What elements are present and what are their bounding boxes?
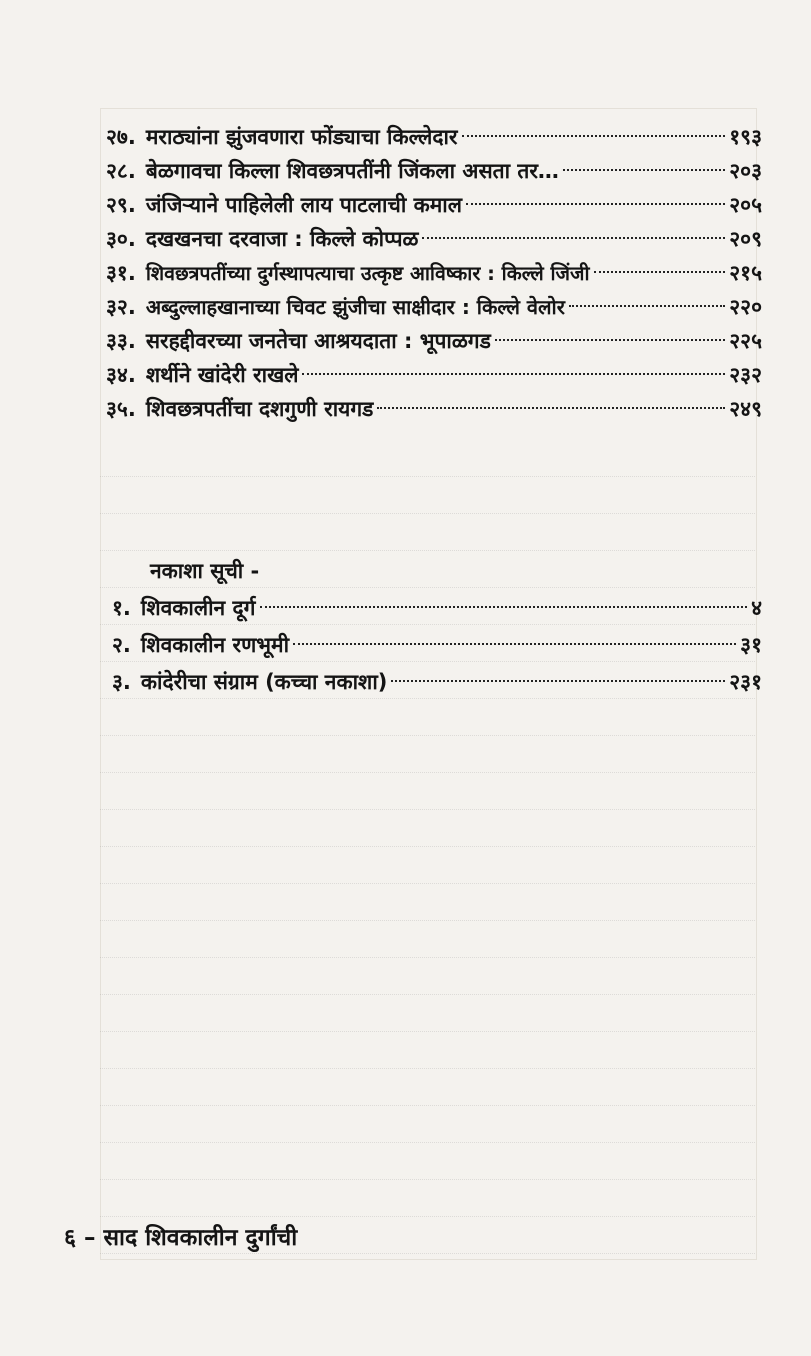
entry-number: २८. — [106, 159, 136, 183]
entry-number: ३. — [112, 670, 131, 694]
entry-page: २४९ — [729, 397, 762, 421]
toc-entry — [106, 256, 762, 290]
entry-page: २२० — [729, 295, 762, 319]
leader-dots — [569, 305, 725, 307]
leader-dots — [563, 169, 725, 171]
toc-entry — [106, 358, 762, 392]
entry-page: २१५ — [729, 261, 762, 285]
entry-number: ३३. — [106, 329, 136, 353]
map-entry — [106, 664, 762, 701]
entry-number: २७. — [106, 125, 136, 149]
toc-entry — [106, 120, 762, 154]
toc-entry — [106, 154, 762, 188]
entry-title: कांदेरीचा संग्राम (कच्चा नकाशा) — [140, 670, 388, 694]
toc-entry — [106, 290, 762, 324]
entry-number: २. — [112, 633, 131, 657]
page-footer: ६ – साद शिवकालीन दुर्गांची — [64, 1225, 298, 1251]
entry-page: २३१ — [729, 670, 762, 694]
leader-dots — [302, 373, 725, 375]
map-index-heading: नकाशा सूची - — [150, 559, 260, 583]
entry-title: शर्थीने खांदेरी राखले — [145, 363, 299, 387]
entry-title: शिवकालीन दूर्ग — [140, 596, 256, 620]
entry-number: ३२. — [106, 295, 136, 319]
leader-dots — [422, 237, 725, 239]
entry-page: ३१ — [740, 633, 762, 657]
entry-page: २०५ — [729, 193, 762, 217]
map-entry — [106, 627, 762, 664]
entry-title: शिवछत्रपतींचा दशगुणी रायगड — [145, 397, 374, 421]
entry-number: ३१. — [106, 261, 136, 285]
toc-entry — [106, 392, 762, 426]
entry-title: दखखनचा दरवाजा : किल्ले कोप्पळ — [145, 227, 419, 251]
leader-dots — [377, 407, 725, 409]
leader-dots — [466, 203, 725, 205]
toc-entry — [106, 222, 762, 256]
entry-title: सरहद्दीवरच्या जनतेचा आश्रयदाता : भूपाळगड — [145, 329, 491, 353]
entry-title: बेळगावचा किल्ला शिवछत्रपतींनी जिंकला असता तर… — [145, 159, 559, 183]
table-of-contents — [106, 120, 762, 426]
entry-page: २०९ — [729, 227, 762, 251]
toc-entry — [106, 324, 762, 358]
leader-dots — [293, 643, 736, 645]
entry-page: १९३ — [729, 125, 762, 149]
leader-dots — [462, 135, 726, 137]
entry-page: २०३ — [729, 159, 762, 183]
leader-dots — [594, 271, 726, 273]
entry-title: मराठ्यांना झुंजवणारा फोंड्याचा किल्लेदार — [145, 125, 458, 149]
entry-title: जंजिऱ्याने पाहिलेली लाय पाटलाची कमाल — [145, 193, 462, 217]
entry-number: १. — [112, 596, 131, 620]
entry-title: शिवकालीन रणभूमी — [140, 633, 290, 657]
entry-number: ३५. — [106, 397, 136, 421]
entry-title: अब्दुल्लाहखानाच्या चिवट झुंजीचा साक्षीदार : किल्ले वेलोर — [145, 295, 565, 319]
entry-page: २२५ — [729, 329, 762, 353]
toc-entry — [106, 188, 762, 222]
entry-page: ४ — [751, 596, 762, 620]
leader-dots — [495, 339, 725, 341]
entry-number: २९. — [106, 193, 136, 217]
map-index — [106, 552, 762, 701]
map-entry — [106, 590, 762, 627]
leader-dots — [260, 606, 748, 608]
leader-dots — [391, 680, 725, 682]
entry-title: शिवछत्रपतींच्या दुर्गस्थापत्याचा उत्कृष्ट आविष्कार : किल्ले जिंजी — [145, 262, 590, 285]
entry-page: २३२ — [729, 363, 762, 387]
entry-number: ३४. — [106, 363, 136, 387]
entry-number: ३०. — [106, 227, 136, 251]
